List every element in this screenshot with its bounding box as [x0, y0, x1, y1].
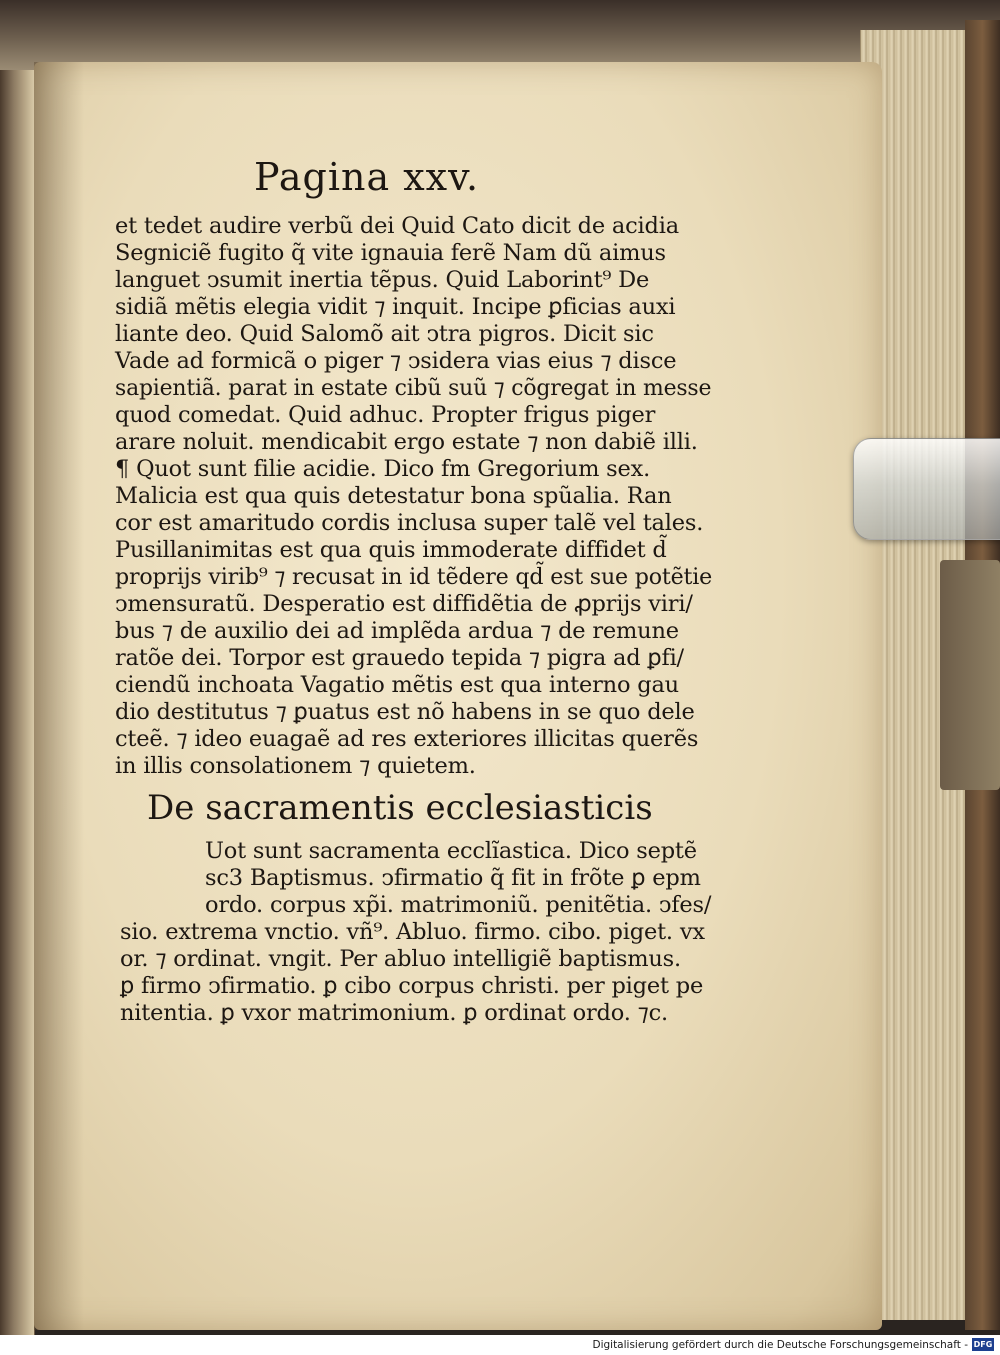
- body-line: cor est amaritudo cordis inclusa super talẽ vel tales.: [115, 510, 704, 536]
- body-line: bus ⁊ de auxilio dei ad implẽda ardua ⁊ de remune: [115, 618, 679, 644]
- body-line: ratõe dei. Torpor est grauedo tepida ⁊ pigra ad ꝑfi/: [115, 645, 684, 671]
- glass-page-weight: [853, 438, 1000, 540]
- body-line: ↄmensuratũ. Desperatio est diffidẽtia de ꝓprijs viri/: [115, 591, 693, 617]
- body-line: quod comedat. Quid adhuc. Propter frigus piger: [115, 402, 656, 428]
- body-line: Malicia est qua quis detestatur bona spũalia. Ran: [115, 483, 672, 509]
- section-line: ꝑ firmo ↄfirmatio. ꝑ cibo corpus christi. per piget pe: [120, 973, 704, 999]
- section-line: or. ⁊ ordinat. vngit. Per abluo intelligiẽ baptismus.: [120, 946, 681, 972]
- section-line: nitentia. ꝑ vxor matrimonium. ꝑ ordinat ordo. ⁊c.: [120, 1000, 668, 1026]
- body-line: sapientiã. parat in estate cibũ suũ ⁊ cõgregat in messe: [115, 375, 712, 401]
- dfg-logo: DFG: [973, 1340, 993, 1349]
- body-line: ¶ Quot sunt filie acidie. Dico fm Gregorium sex.: [115, 456, 651, 482]
- left-page-edge: [0, 70, 35, 1335]
- section-line: Uot sunt sacramenta ecclĩastica. Dico septẽ: [205, 838, 697, 864]
- body-line: dio destitutus ⁊ ꝑuatus est nõ habens in se quo dele: [115, 699, 695, 725]
- body-line: languet ↄsumit inertia tẽpus. Quid Laborint⁹ De: [115, 267, 650, 293]
- body-line: liante deo. Quid Salomõ ait ↄtra pigros. Dicit sic: [115, 321, 654, 347]
- gutter-shadow: [34, 62, 84, 1330]
- body-line: in illis consolationem ⁊ quietem.: [115, 753, 476, 779]
- body-line: sidiã mẽtis elegia vidit ⁊ inquit. Incipe ꝑficias auxi: [115, 294, 676, 320]
- section-line: ordo. corpus xp̃i. matrimoniũ. penitẽtia. ↄfes/: [205, 892, 712, 918]
- funding-credit: Digitalisierung gefördert durch die Deutsche Forschungsgemeinschaft -: [592, 1339, 968, 1351]
- body-line: arare noluit. mendicabit ergo estate ⁊ non dabiẽ illi.: [115, 429, 698, 455]
- section-line: sio. extrema vnctio. vñ⁹. Abluo. firmo. cibo. piget. vx: [120, 919, 705, 945]
- section-line: sc3 Baptismus. ↄfirmatio q̃ fit in frõte ꝑ epm: [205, 865, 701, 891]
- body-line: cteẽ. ⁊ ideo euagaẽ ad res exteriores illicitas querẽs: [115, 726, 699, 752]
- body-line: Pusillanimitas est qua quis immoderate diffidet d̃: [115, 537, 667, 563]
- body-line: proprijs virib⁹ ⁊ recusat in id tẽdere qd̃ est sue potẽtie: [115, 564, 712, 590]
- body-line: ciendũ inchoata Vagatio mẽtis est qua interno gau: [115, 672, 679, 698]
- body-line: Segniciẽ fugito q̃ vite ignauia ferẽ Nam dũ aimus: [115, 240, 666, 266]
- section-heading: De sacramentis ecclesiasticis: [147, 788, 653, 828]
- bookmark-strip: [940, 560, 1000, 790]
- body-line: Vade ad formicã o piger ⁊ ↄsidera vias eius ⁊ disce: [115, 348, 677, 374]
- page-title: Pagina xxv.: [254, 155, 480, 199]
- body-line: et tedet audire verbũ dei Quid Cato dicit de acidia: [115, 213, 679, 239]
